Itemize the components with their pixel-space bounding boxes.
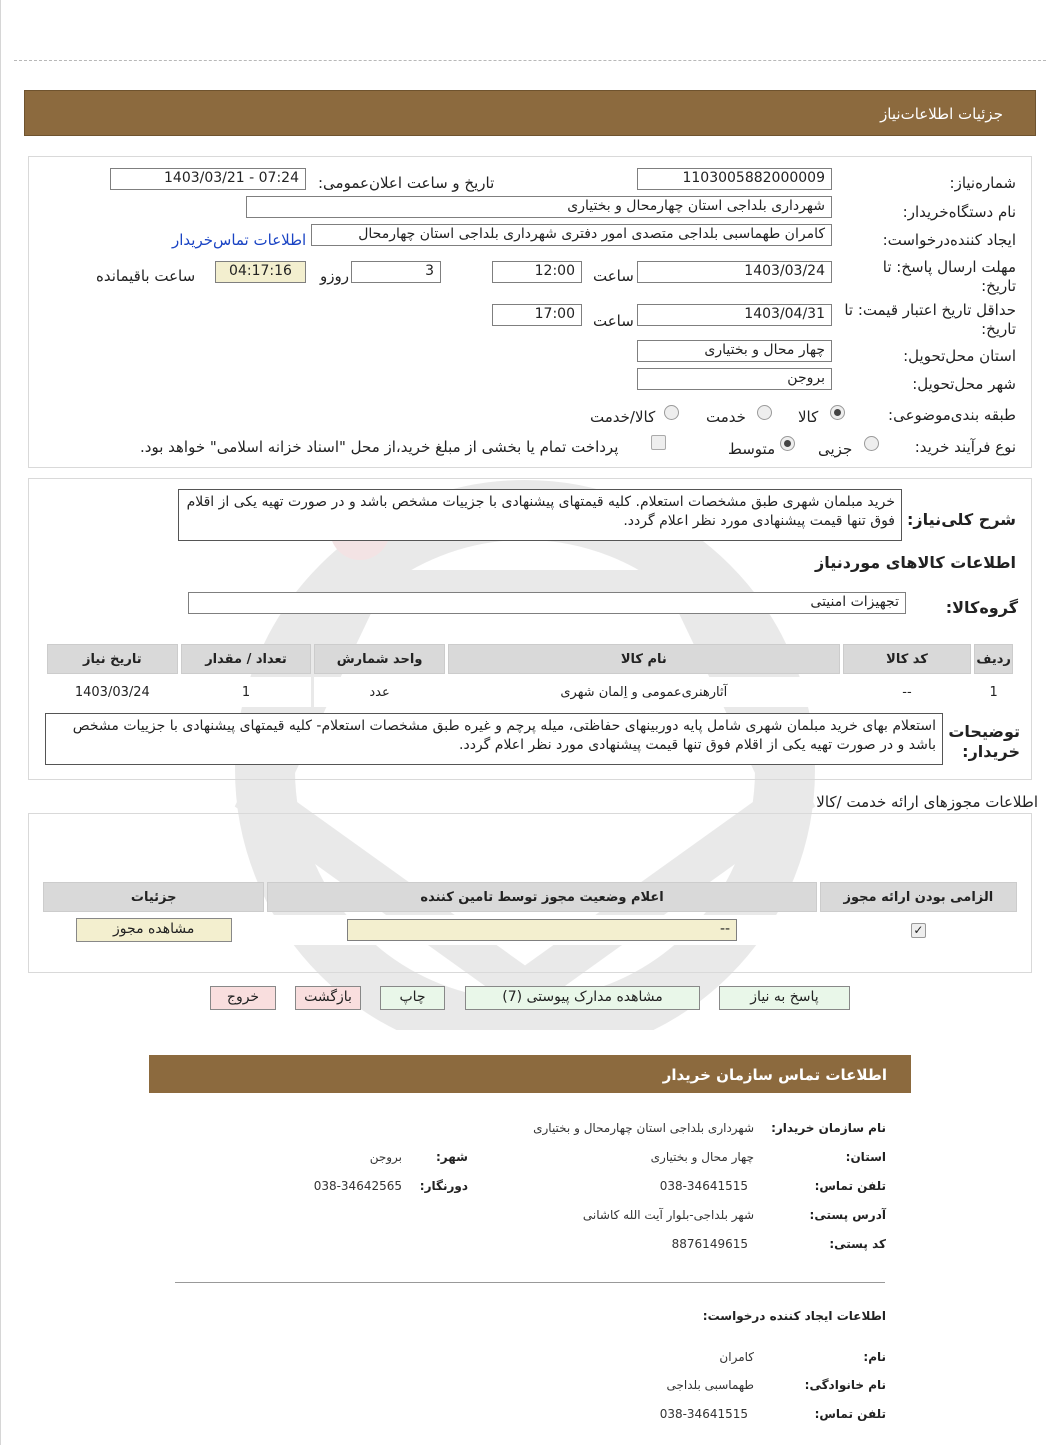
contact-divider <box>175 1282 885 1283</box>
process-medium-label: متوسط <box>728 440 776 458</box>
buyer-contact-link[interactable]: اطلاعات تماس‌خریدار <box>172 231 307 249</box>
reply-date-field: 1403/03/24 <box>637 261 832 283</box>
contact-province-label: استان: <box>845 1150 886 1164</box>
cell-unit: عدد <box>314 677 445 707</box>
buyer-notes-label: توضیحات خریدار: <box>948 722 1020 761</box>
group-field: تجهیزات امنیتی <box>188 592 906 614</box>
cell-quantity: 1 <box>181 677 312 707</box>
days-label: روزو <box>320 267 349 285</box>
col-header-row-number: ردیف <box>974 644 1013 674</box>
price-valid-time-label: ساعت <box>593 312 634 330</box>
category-goods-service-label: کالا/خدمت <box>590 408 656 426</box>
group-label: گروه‌کالا: <box>945 598 1018 617</box>
contact-org-value: شهرداری بلداجی استان چهارمحال و بختیاری <box>533 1121 754 1135</box>
contact-address-label: آدرس پستی: <box>809 1208 886 1222</box>
category-radio-goods-service[interactable] <box>664 405 679 420</box>
cell-code: -- <box>843 677 972 707</box>
price-valid-time-field: 17:00 <box>492 304 582 326</box>
back-button[interactable]: بازگشت <box>295 986 361 1010</box>
view-license-button[interactable]: مشاهده مجوز <box>76 918 232 942</box>
license-required-checkbox: ✓ <box>911 923 926 938</box>
col-header-need-date: تاریخ نیاز <box>47 644 178 674</box>
summary-label: شرح کلی‌نیاز: <box>907 510 1016 529</box>
col-header-code: کد کالا <box>843 644 972 674</box>
need-number-label: شماره‌نیاز: <box>949 174 1016 192</box>
print-button[interactable]: چاپ <box>380 986 445 1010</box>
col-header-license-status: اعلام وضعیت مجوز توسط تامین کننده <box>267 882 816 912</box>
remaining-label: ساعت باقیمانده <box>96 267 196 285</box>
col-header-quantity: تعداد / مقدار <box>181 644 312 674</box>
contact-city-value: بروجن <box>369 1150 402 1164</box>
process-minor-label: جزیی <box>818 440 853 458</box>
buyer-org-field: شهرداری بلداجی استان چهارمحال و بختیاری <box>246 196 832 218</box>
creator-label: ایجاد کننده‌درخواست: <box>882 231 1016 249</box>
exit-button[interactable]: خروج <box>210 986 276 1010</box>
summary-text: خرید مبلمان شهری طبق مشخصات استعلام. کلیه قیمتهای پیشنهادی با جزییات مشخص باشد و در صورت تهیه یکی از اقلام فوق تنها قیمت پیشنهادی مورد نظر اعلام گردد. <box>178 489 902 541</box>
announce-datetime-field: 1403/03/21 - 07:24 <box>110 168 306 190</box>
col-header-license-required: الزامی بودن ارائه مجوز <box>820 882 1017 912</box>
price-valid-date-field: 1403/04/31 <box>637 304 832 326</box>
creator-name-label: نام: <box>863 1350 886 1364</box>
goods-heading: اطلاعات کالاهای موردنیاز <box>815 553 1016 572</box>
creator-phone-label: تلفن تماس: <box>814 1407 886 1421</box>
process-radio-minor[interactable] <box>864 436 879 451</box>
col-header-unit: واحد شمارش <box>314 644 445 674</box>
treasury-payment-checkbox[interactable] <box>651 435 666 450</box>
col-header-name: نام کالا <box>448 644 840 674</box>
price-valid-label: حداقل تاریخ اعتبار قیمت: تا تاریخ: <box>844 301 1016 338</box>
contact-city-label: شهر: <box>436 1150 468 1164</box>
contact-postal-value: 8876149615 <box>671 1237 748 1251</box>
contact-phone-label: تلفن تماس: <box>814 1179 886 1193</box>
license-status-cell <box>267 915 816 945</box>
category-label: طبقه بندی‌موضوعی: <box>888 406 1016 424</box>
reply-time-label: ساعت <box>593 267 634 285</box>
cell-name: آثارهنری‌عمومی و اِلمان شهری <box>448 677 840 707</box>
creator-field: کامران طهماسبی بلداجی متصدی امور دفتری شهرداری بلداجی استان چهارمحال <box>311 224 832 246</box>
license-details-cell <box>43 915 264 945</box>
col-header-details: جزئیات <box>43 882 264 912</box>
page-title-bar <box>24 90 1036 136</box>
announce-label: تاریخ و ساعت اعلان‌عمومی: <box>318 174 495 192</box>
need-number-field: 1103005882000009 <box>637 168 832 190</box>
license-status-field[interactable]: -- <box>347 919 737 941</box>
cell-row-number: 1 <box>974 677 1013 707</box>
table-row[interactable] <box>43 915 1017 945</box>
creator-name-value: کامران <box>719 1350 754 1364</box>
contact-title-bar <box>149 1055 911 1093</box>
buyer-org-label: نام دستگاه‌خریدار: <box>902 203 1016 221</box>
contact-postal-label: کد پستی: <box>829 1237 886 1251</box>
city-field: بروجن <box>637 368 832 390</box>
contact-address-value: شهر بلداجی-بلوار آیت الله کاشانی <box>582 1208 754 1222</box>
top-divider <box>14 60 1046 61</box>
creator-info-heading: اطلاعات ایجاد کننده درخواست: <box>702 1309 886 1323</box>
contact-province-value: چهار محال و بختیاری <box>650 1150 754 1164</box>
attachments-button[interactable]: مشاهده مدارک پیوستی (7) <box>465 986 700 1010</box>
category-goods-label: کالا <box>798 408 819 426</box>
contact-fax-value: 038-34642565 <box>313 1179 402 1193</box>
province-label: استان محل‌تحویل: <box>903 347 1016 365</box>
licenses-table <box>40 879 1020 948</box>
days-field: 3 <box>351 261 441 283</box>
contact-phone-value: 038-34641515 <box>659 1179 748 1193</box>
creator-family-label: نام خانوادگی: <box>804 1378 886 1392</box>
process-label: نوع فرآیند خرید: <box>914 438 1016 456</box>
buyer-notes-text: استعلام بهای خرید مبلمان شهری شامل پایه دوربینهای حفاظتی، میله پرچم و غیره طبق مشخصات استعلام- کلیه قیمتهای پیشنهادی با جزییات مشخص باشد و در صورت تهیه یکی از اقلام فوق تنها قیمت پیشنهادی مورد نظر اعلام گردد. <box>45 713 943 765</box>
page-title: جزئیات اطلاعات‌نیاز <box>880 105 1003 123</box>
category-service-label: خدمت <box>706 408 746 426</box>
cell-need-date: 1403/03/24 <box>47 677 178 707</box>
province-field: چهار محال و بختیاری <box>637 340 832 362</box>
contact-fax-label: دورنگار: <box>419 1179 468 1193</box>
contact-title: اطلاعات تماس سازمان خریدار <box>662 1066 887 1084</box>
creator-family-value: طهماسبی بلداجی <box>666 1378 754 1392</box>
licenses-heading: اطلاعات مجوزهای ارائه خدمت /کالا <box>816 793 1038 811</box>
reply-time-field: 12:00 <box>492 261 582 283</box>
process-radio-medium[interactable] <box>780 436 795 451</box>
creator-phone-value: 038-34641515 <box>659 1407 748 1421</box>
category-radio-service[interactable] <box>757 405 772 420</box>
license-required-cell <box>820 915 1017 945</box>
page-left-border <box>0 0 1 1445</box>
items-table <box>44 641 1016 710</box>
table-row[interactable] <box>47 677 1013 707</box>
treasury-payment-note: پرداخت تمام یا بخشی از مبلغ خرید،از محل "اسناد خزانه اسلامی" خواهد بود. <box>140 438 619 456</box>
reply-deadline-label: مهلت ارسال پاسخ: تا تاریخ: <box>882 258 1016 295</box>
remaining-time-field: 04:17:16 <box>215 261 306 283</box>
category-radio-goods[interactable] <box>830 405 845 420</box>
contact-org-label: نام سازمان خریدار: <box>771 1121 886 1135</box>
reply-button[interactable]: پاسخ به نیاز <box>719 986 850 1010</box>
city-label: شهر محل‌تحویل: <box>912 375 1016 393</box>
